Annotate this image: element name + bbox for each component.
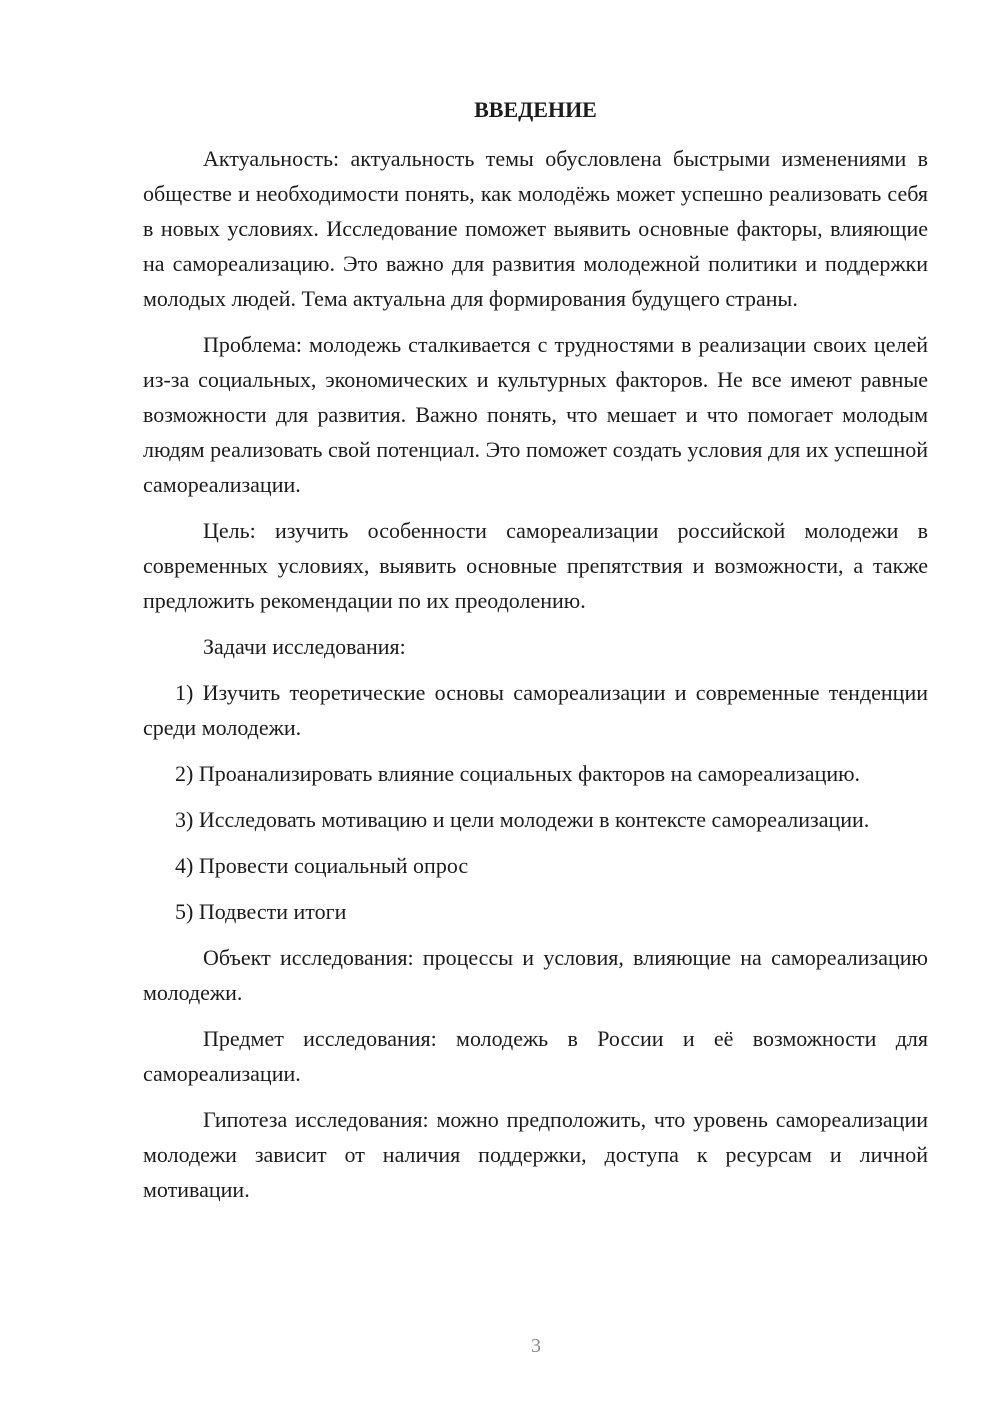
paragraph-object: Объект исследования: процессы и условия, влияющие на самореализацию молодежи. xyxy=(143,945,928,1005)
paragraph-subject: Предмет исследования: молодежь в России и её возможности для самореализации. xyxy=(143,1026,928,1086)
paragraph-tasks-heading: Задачи исследования: xyxy=(203,634,406,659)
paragraph-goal: Цель: изучить особенности самореализации российской молодежи в современных условиях, выявить основные препятствия и возможности, а также предложить рекомендации по их преодолению. xyxy=(143,518,928,613)
task-item-5: 5) Подвести итоги xyxy=(175,899,347,924)
page-body xyxy=(143,92,928,1218)
task-item-3: 3) Исследовать мотивацию и цели молодежи в контексте самореализации. xyxy=(175,807,870,832)
task-item-1: 1) Изучить теоретические основы самореализации и современные тенденции среди молодежи. xyxy=(143,680,928,740)
paragraph-relevance: Актуальность: актуальность темы обусловлена быстрыми изменениями в обществе и необходимости понять, как молодёжь может успешно реализовать себя в новых условиях. Исследование поможет выявить основные факторы, влияющие на самореализацию. Это важно для развития молодежной политики и поддержки молодых людей. Тема актуальна для формирования будущего страны. xyxy=(143,146,928,311)
paragraph-problem: Проблема: молодежь сталкивается с трудностями в реализации своих целей из-за социальных, экономических и культурных факторов. Не все имеют равные возможности для развития. Важно понять, что мешает и что помогает молодым людям реализовать свой потенциал. Это поможет создать условия для их успешной самореализации. xyxy=(143,332,928,497)
section-title: ВВЕДЕНИЕ xyxy=(474,97,597,122)
task-item-4: 4) Провести социальный опрос xyxy=(175,853,469,878)
task-item-2: 2) Проанализировать влияние социальных факторов на самореализацию. xyxy=(175,761,861,786)
paragraph-hypothesis: Гипотеза исследования: можно предположить, что уровень самореализации молодежи зависит от наличия поддержки, доступа к ресурсам и личной мотивации. xyxy=(143,1107,928,1202)
page-number: 3 xyxy=(531,1335,541,1357)
